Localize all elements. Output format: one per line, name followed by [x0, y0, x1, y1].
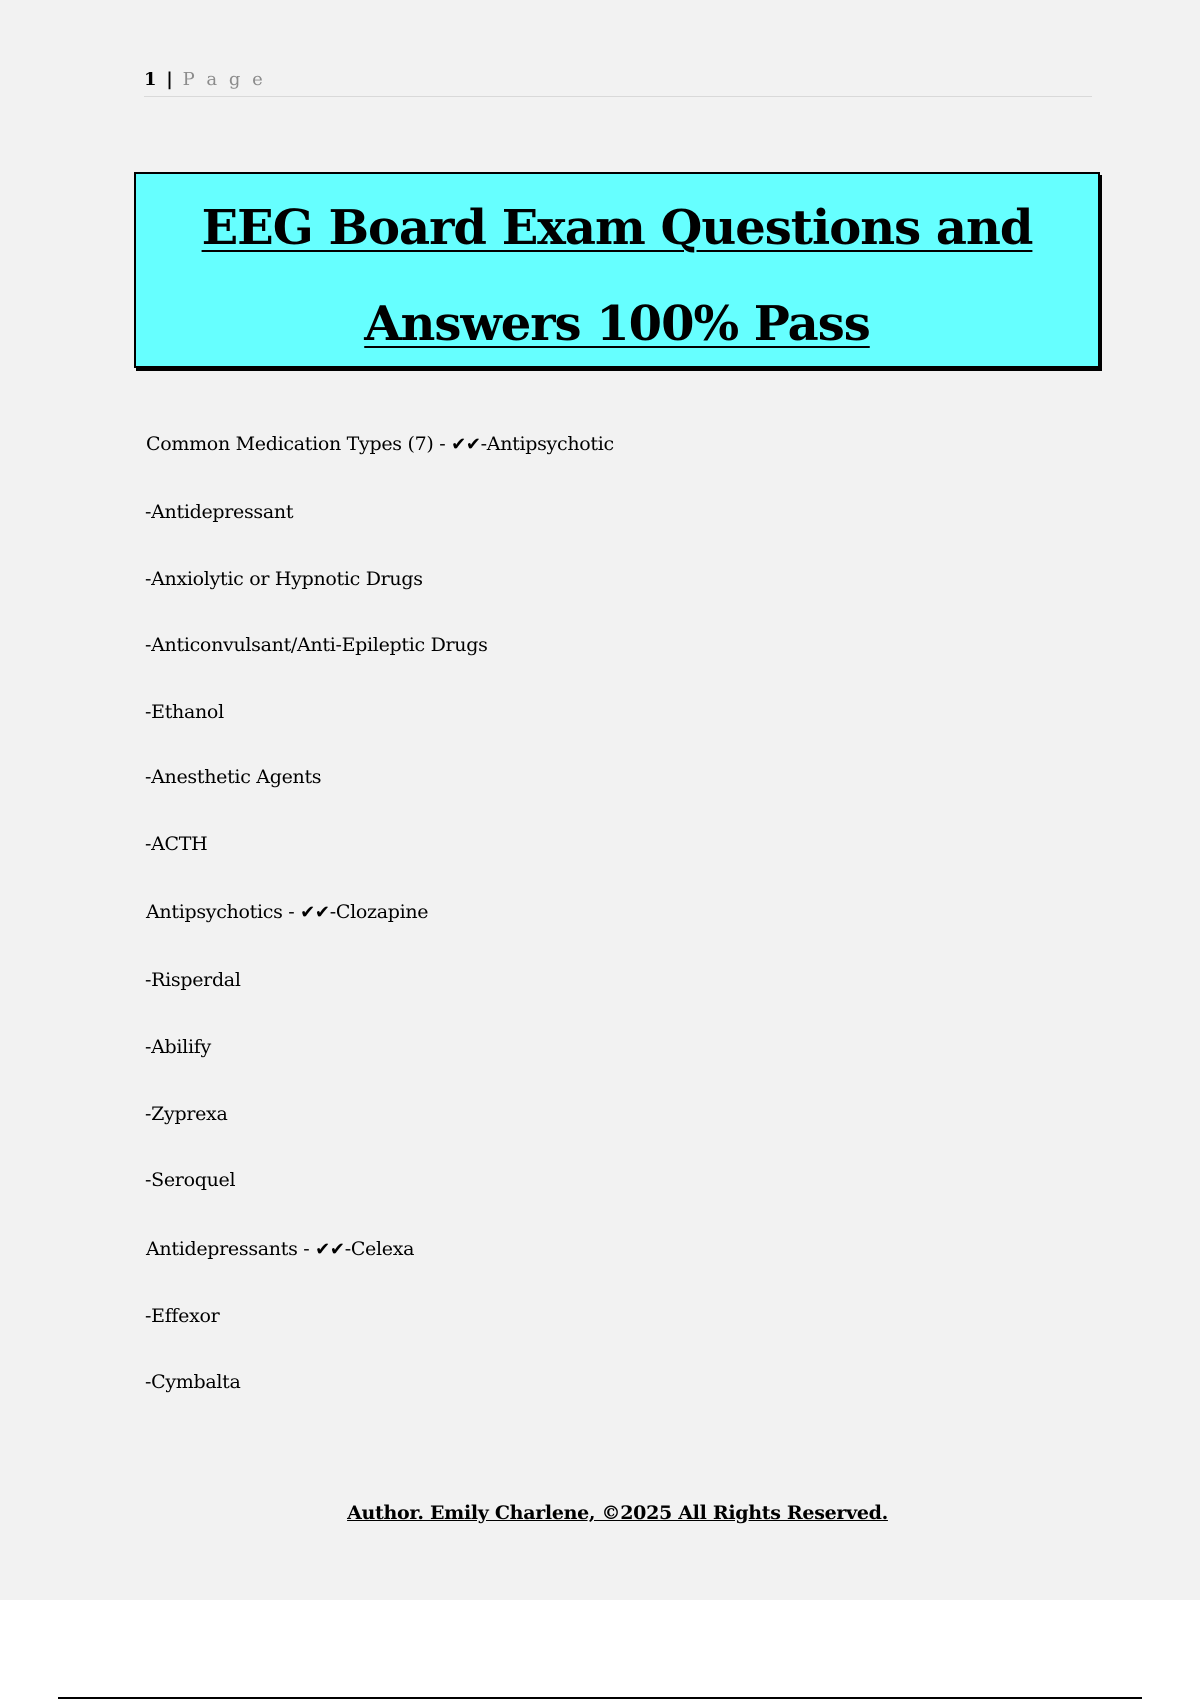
list-item: -Seroquel: [145, 1169, 236, 1191]
list-item: -ACTH: [145, 833, 208, 855]
title-banner: [134, 172, 1100, 368]
checkmark-icon: ✔✔: [451, 434, 481, 455]
checkmark-icon: ✔✔: [315, 1239, 345, 1260]
list-item: -Cymbalta: [145, 1371, 241, 1393]
list-item: Antipsychotics - ✔✔-Clozapine: [146, 901, 429, 923]
page-separator: |: [166, 69, 173, 90]
page-number: 1: [144, 69, 157, 90]
list-item: -Anxiolytic or Hypnotic Drugs: [145, 568, 423, 590]
title-line-2: Answers 100% Pass: [364, 296, 870, 352]
list-item: -Anticonvulsant/Anti-Epileptic Drugs: [145, 634, 488, 656]
list-item: -Abilify: [145, 1036, 211, 1058]
list-item: -Ethanol: [145, 701, 224, 723]
bottom-divider: [58, 1697, 1142, 1699]
list-item: -Anesthetic Agents: [145, 766, 322, 788]
list-item: Common Medication Types (7) - ✔✔-Antipsychotic: [146, 433, 614, 455]
checkmark-icon: ✔✔: [300, 902, 330, 923]
list-item: -Zyprexa: [145, 1103, 228, 1125]
page-word: P a g e: [182, 69, 266, 90]
page-header: [144, 70, 1092, 97]
author-footer: Author. Emily Charlene, ©2025 All Rights Reserved.: [347, 1502, 888, 1524]
list-item: -Antidepressant: [145, 501, 294, 523]
list-item: -Risperdal: [145, 969, 241, 991]
list-item: -Effexor: [145, 1305, 220, 1327]
list-item: Antidepressants - ✔✔-Celexa: [146, 1238, 415, 1260]
title-line-1: EEG Board Exam Questions and: [201, 200, 1033, 256]
